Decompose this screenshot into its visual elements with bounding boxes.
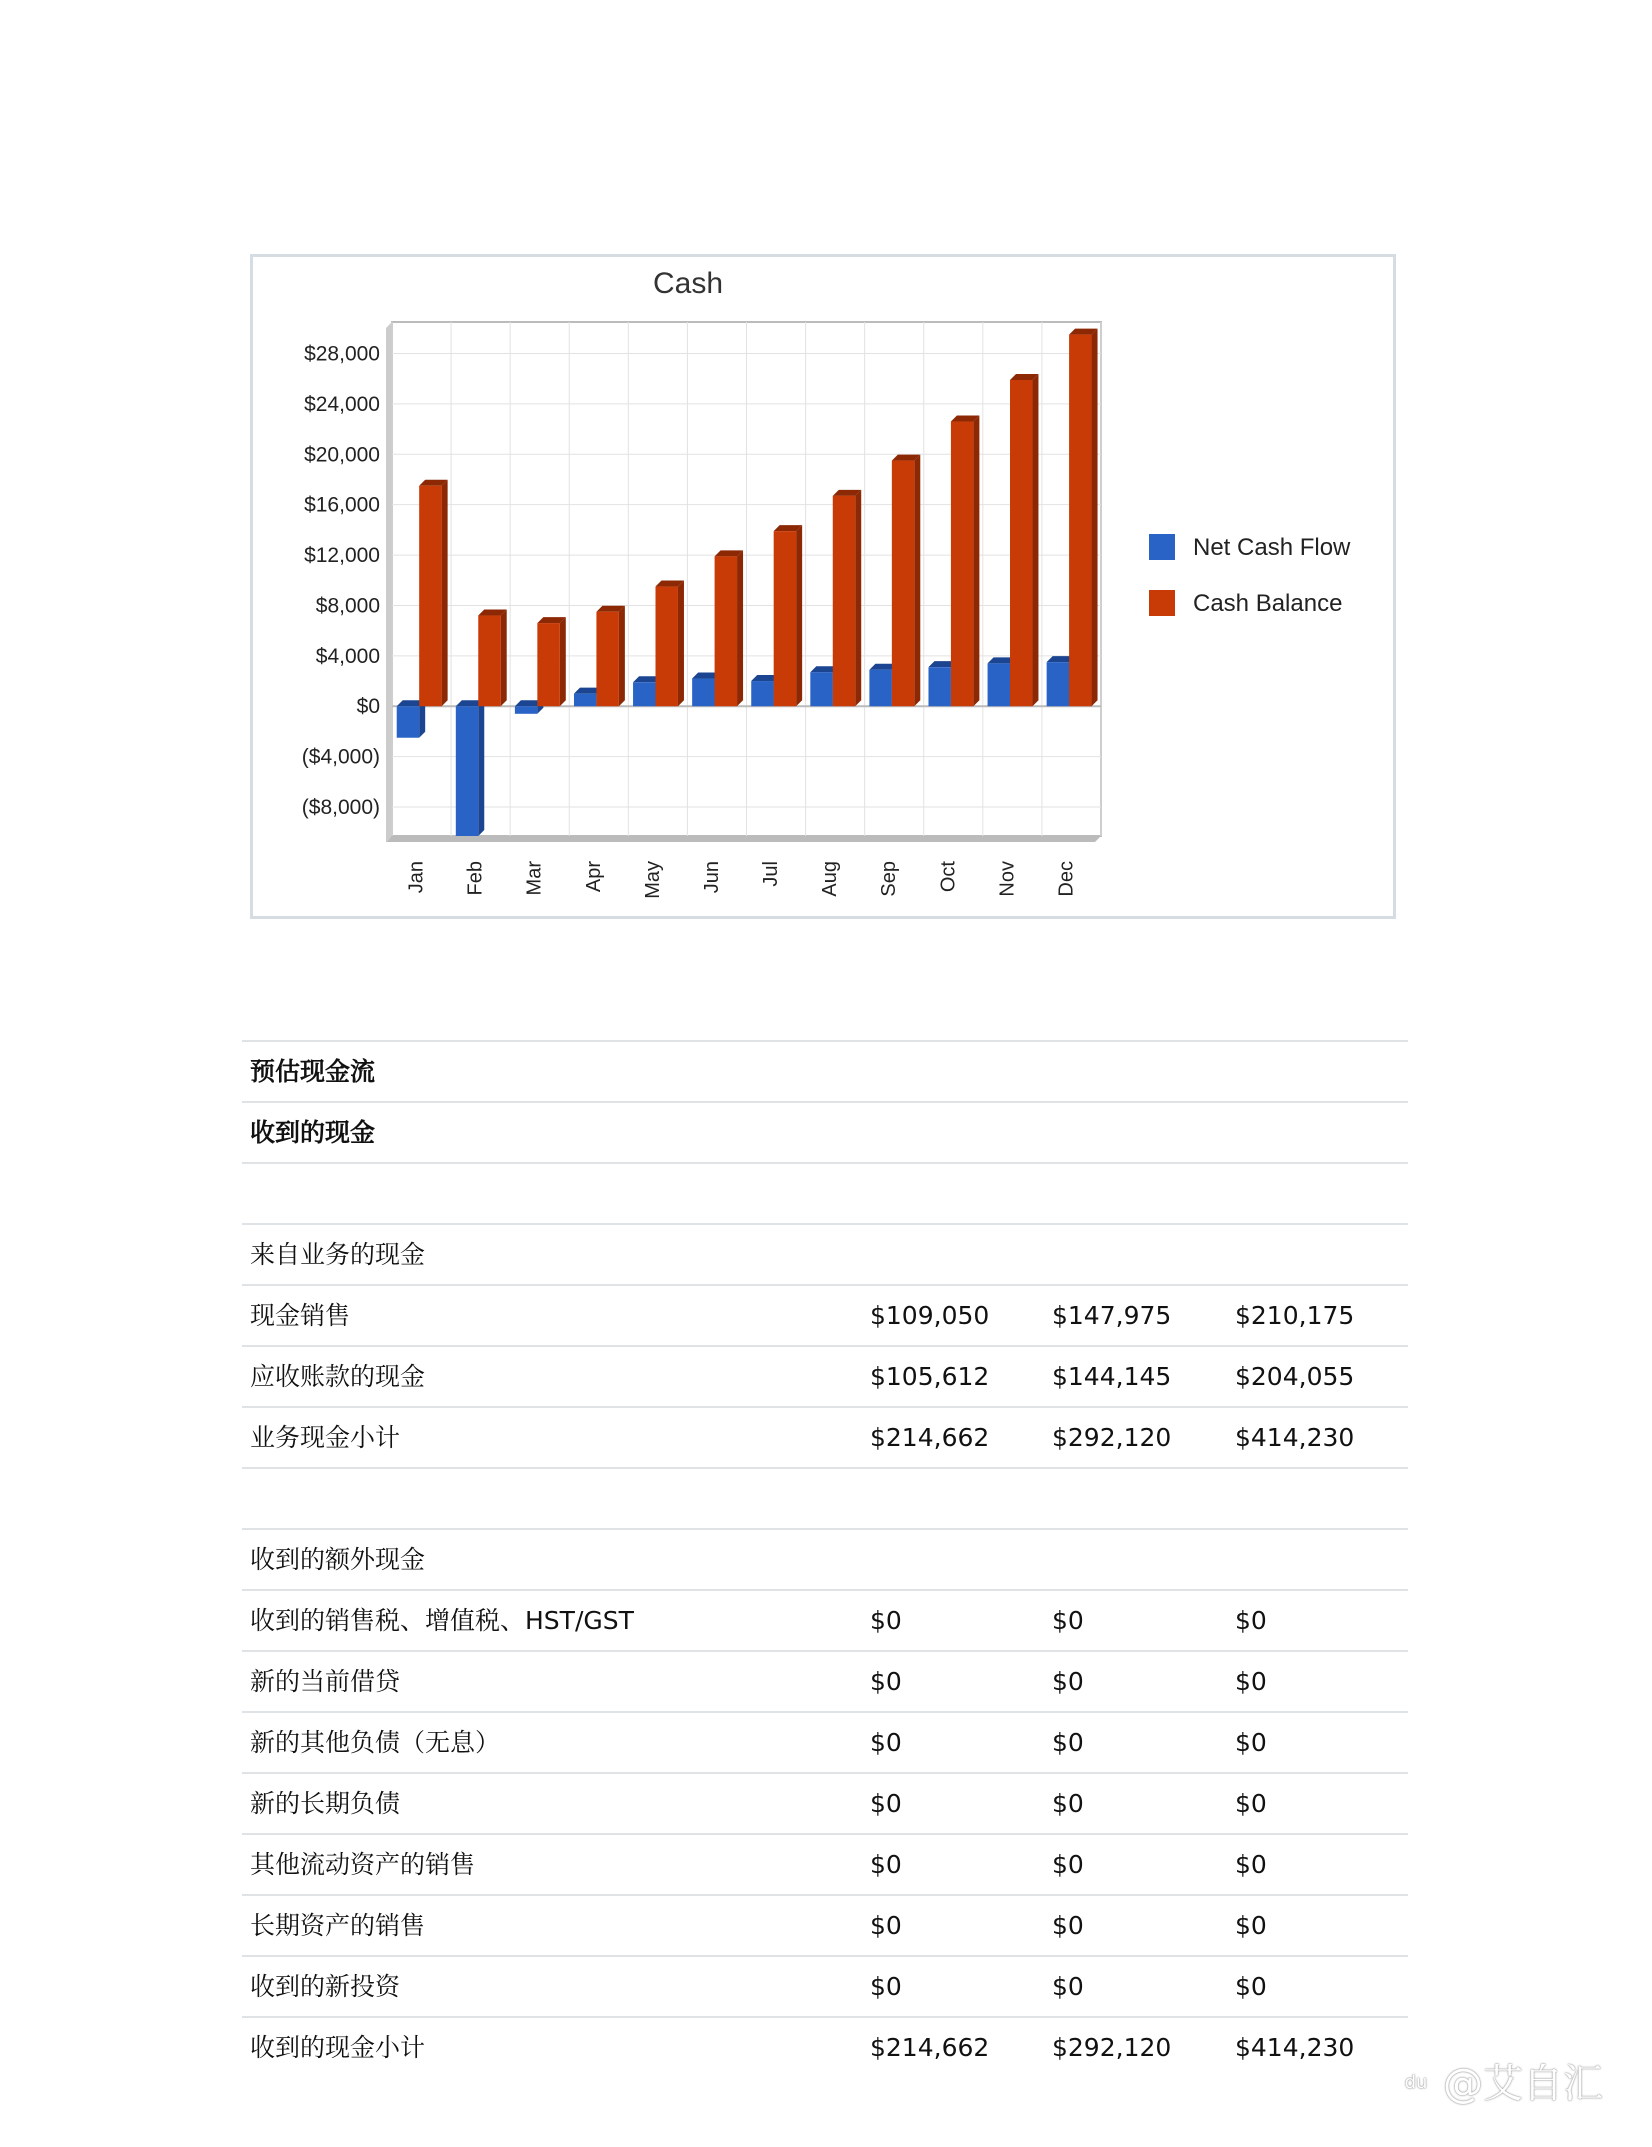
bar-side <box>855 490 861 706</box>
row-value: $214,662 <box>870 2033 990 2062</box>
row-value: $0 <box>1052 1911 1084 1940</box>
watermark <box>1395 2052 1603 2109</box>
row-value: $214,662 <box>870 1423 990 1452</box>
row-label: 来自业务的现金 <box>250 1240 426 1269</box>
bar-side <box>560 617 566 706</box>
y-tick-label: $4,000 <box>315 644 380 668</box>
y-tick-label: $16,000 <box>304 493 380 517</box>
bar-side <box>914 455 920 707</box>
row-value: $210,175 <box>1235 1301 1355 1330</box>
x-tick-label: Feb <box>464 861 487 896</box>
table-row <box>242 1406 1408 1467</box>
y-tick-label: $12,000 <box>304 544 380 568</box>
row-label: 新的其他负债（无息） <box>250 1728 501 1757</box>
bar-side <box>501 610 507 707</box>
bar-cash-balance <box>478 616 500 707</box>
table-row <box>242 1955 1408 2016</box>
legend-label: Cash Balance <box>1193 590 1343 617</box>
table-row <box>242 1467 1408 1528</box>
chart-title: Cash <box>652 267 724 300</box>
bar-net-cash-flow <box>692 679 714 707</box>
bar-net-cash-flow <box>397 706 419 737</box>
row-label: 收到的新投资 <box>250 1972 401 2001</box>
x-tick-label: Mar <box>523 861 546 896</box>
row-value: $414,230 <box>1235 1423 1355 1452</box>
bar-cash-balance <box>1069 335 1091 707</box>
row-value: $0 <box>870 1728 902 1757</box>
x-tick-label: May <box>641 861 664 899</box>
legend-swatch <box>1149 590 1175 616</box>
bar-net-cash-flow <box>633 682 655 706</box>
row-value: $204,055 <box>1235 1362 1355 1391</box>
bar-cash-balance <box>596 612 618 706</box>
y-tick-label: $20,000 <box>304 443 380 467</box>
bar-cash-balance <box>951 422 973 707</box>
bar-side <box>678 581 684 707</box>
x-tick-label: Jun <box>700 861 723 894</box>
y-tick-label: $8,000 <box>315 594 380 618</box>
row-value: $109,050 <box>870 1301 990 1330</box>
row-value: $0 <box>1052 1728 1084 1757</box>
bar-net-cash-flow <box>928 667 950 706</box>
row-value: $0 <box>1052 1667 1084 1696</box>
table-row <box>242 1711 1408 1772</box>
y-tick-label: ($8,000) <box>301 796 380 820</box>
bar-cash-balance <box>715 556 737 706</box>
bar-side <box>973 416 979 707</box>
table-row <box>242 1345 1408 1406</box>
bar-side <box>442 480 448 706</box>
table-row <box>242 1772 1408 1833</box>
x-tick-label: Nov <box>996 861 1019 897</box>
row-value: $0 <box>1235 1667 1267 1696</box>
table-row <box>242 1223 1408 1284</box>
row-label: 现金销售 <box>250 1301 351 1330</box>
bar-net-cash-flow <box>810 672 832 706</box>
row-value: $292,120 <box>1052 1423 1172 1452</box>
row-value: $414,230 <box>1235 2033 1355 2062</box>
bar-cash-balance <box>833 496 855 706</box>
table-row <box>242 1101 1408 1162</box>
row-label: 新的长期负债 <box>250 1789 401 1818</box>
row-label: 收到的现金小计 <box>250 2033 426 2062</box>
x-tick-label: Aug <box>819 861 842 897</box>
row-label: 收到的额外现金 <box>250 1545 426 1574</box>
row-value: $0 <box>1235 1789 1267 1818</box>
bar-side <box>478 700 484 836</box>
x-tick-label: Sep <box>878 861 901 897</box>
row-label: 应收账款的现金 <box>250 1362 426 1391</box>
row-value: $0 <box>1235 1972 1267 2001</box>
row-label: 预估现金流 <box>250 1057 376 1086</box>
bar-cash-balance <box>419 486 441 706</box>
watermark-text: @艾自汇 <box>1443 2061 1603 2107</box>
bar-side <box>1092 329 1098 707</box>
bar-cash-balance <box>892 461 914 707</box>
legend-swatch <box>1149 534 1175 560</box>
y-tick-label: $28,000 <box>304 342 380 366</box>
row-label: 新的当前借贷 <box>250 1667 401 1696</box>
table-row <box>242 1589 1408 1650</box>
row-value: $0 <box>870 1667 902 1696</box>
row-value: $0 <box>870 1911 902 1940</box>
legend-label: Net Cash Flow <box>1193 534 1351 561</box>
table-row <box>242 1833 1408 1894</box>
bar-cash-balance <box>1010 380 1032 706</box>
x-tick-label: Apr <box>582 861 605 893</box>
x-tick-label: Jan <box>405 861 428 894</box>
row-value: $0 <box>1235 1606 1267 1635</box>
bar-cash-balance <box>656 587 678 707</box>
row-value: $0 <box>1052 1972 1084 2001</box>
y-tick-label: ($4,000) <box>301 745 380 769</box>
table-row <box>242 1528 1408 1589</box>
cash-chart-svg <box>253 257 1399 922</box>
row-label: 收到的现金 <box>250 1118 376 1147</box>
row-value: $0 <box>1052 1606 1084 1635</box>
row-label: 收到的销售税、增值税、HST/GST <box>250 1606 634 1635</box>
row-value: $0 <box>1235 1728 1267 1757</box>
bar-side <box>619 606 625 706</box>
table-row <box>242 1040 1408 1101</box>
table-row <box>242 1650 1408 1711</box>
bar-cash-balance <box>537 623 559 706</box>
row-value: $0 <box>870 1606 902 1635</box>
table-row <box>242 2016 1408 2077</box>
y-tick-label: $0 <box>356 695 380 719</box>
row-value: $0 <box>1235 1850 1267 1879</box>
row-value: $105,612 <box>870 1362 990 1391</box>
bar-net-cash-flow <box>515 706 537 714</box>
table-row <box>242 1894 1408 1955</box>
bar-net-cash-flow <box>751 681 773 706</box>
bar-net-cash-flow <box>869 670 891 707</box>
row-value: $147,975 <box>1052 1301 1172 1330</box>
logo-text: du <box>1404 2071 1428 2093</box>
bar-side <box>796 525 802 706</box>
bar-cash-balance <box>774 531 796 706</box>
x-tick-label: Oct <box>937 861 960 893</box>
cash-chart <box>250 254 1396 919</box>
projected-cash-flow-table <box>242 1040 1408 2077</box>
table-row <box>242 1284 1408 1345</box>
row-label: 业务现金小计 <box>250 1423 401 1452</box>
row-value: $0 <box>870 1789 902 1818</box>
bar-net-cash-flow <box>988 663 1010 706</box>
row-value: $292,120 <box>1052 2033 1172 2062</box>
x-tick-label: Dec <box>1055 861 1078 897</box>
row-value: $0 <box>870 1972 902 2001</box>
bar-net-cash-flow <box>1047 662 1069 706</box>
bar-net-cash-flow <box>574 694 596 707</box>
row-value: $0 <box>1052 1850 1084 1879</box>
table-row <box>242 1162 1408 1223</box>
x-tick-label: Jul <box>760 861 783 887</box>
row-value: $0 <box>1235 1911 1267 1940</box>
row-value: $0 <box>1052 1789 1084 1818</box>
row-value: $0 <box>870 1850 902 1879</box>
row-value: $144,145 <box>1052 1362 1172 1391</box>
baidu-paw-logo-icon <box>1395 2060 1437 2102</box>
row-label: 其他流动资产的销售 <box>250 1850 476 1879</box>
bar-side <box>737 550 743 706</box>
row-label: 长期资产的销售 <box>250 1911 426 1940</box>
bar-net-cash-flow <box>456 706 478 836</box>
y-tick-label: $24,000 <box>304 392 380 416</box>
bar-side <box>1032 374 1038 706</box>
